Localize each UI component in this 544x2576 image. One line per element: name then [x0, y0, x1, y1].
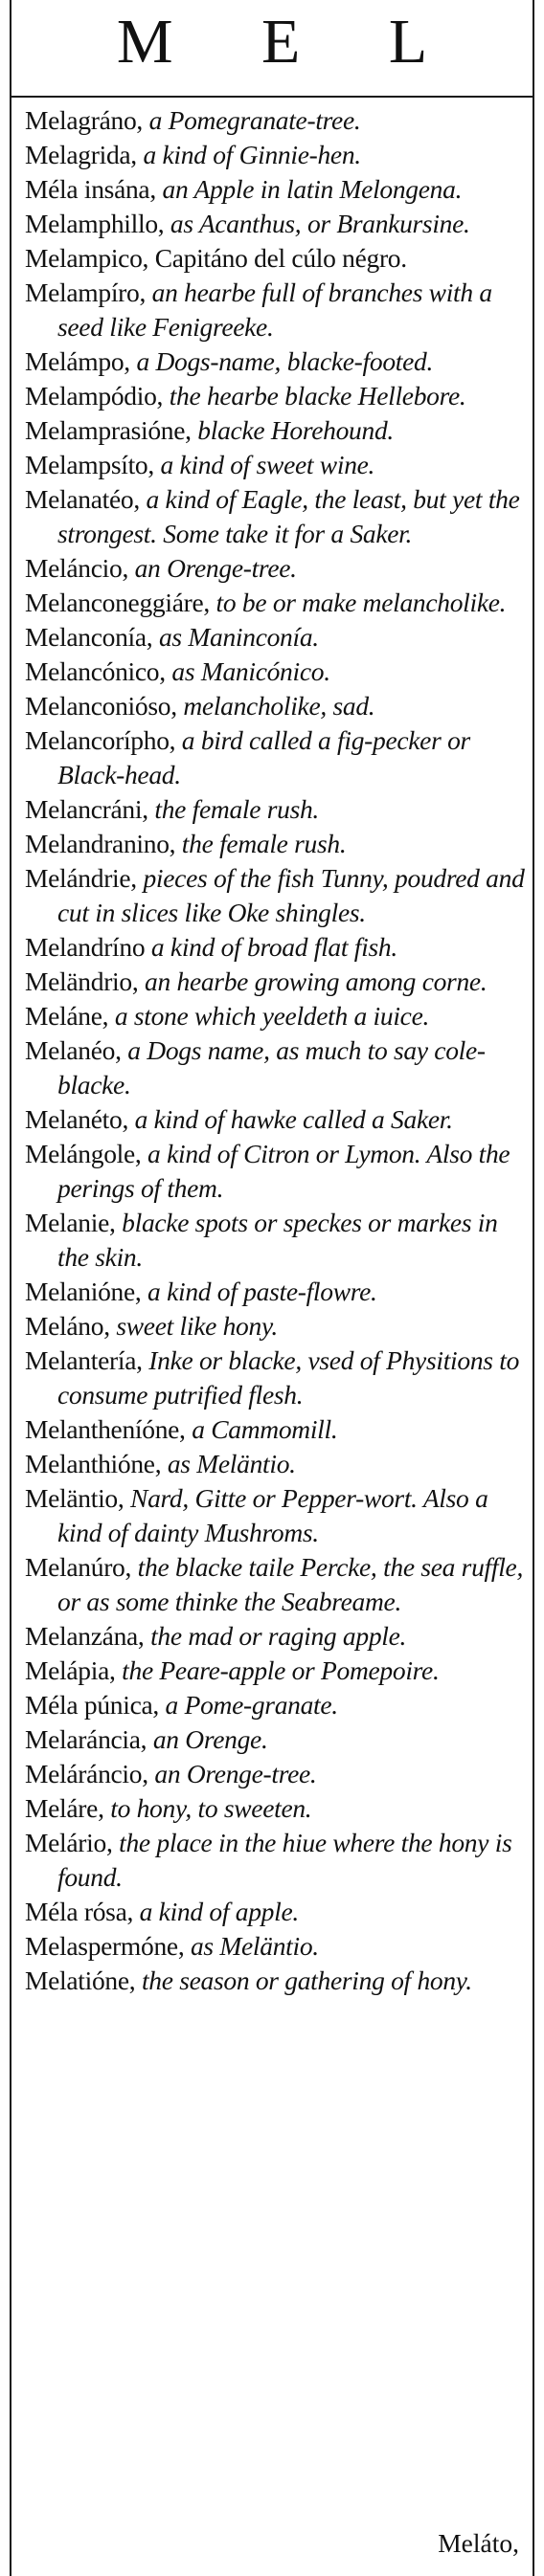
- entry-headword: Melápia,: [25, 1655, 116, 1685]
- dictionary-entry: [25, 172, 525, 207]
- entry-definition: the blacke taile Percke, the sea ruffle, or as some thinke the Seabreame.: [57, 1552, 524, 1616]
- entry-definition: a kind of broad flat fish.: [145, 932, 397, 962]
- entry-headword: Melanúro,: [25, 1552, 132, 1582]
- entry-definition: a stone which yeeldeth a iuice.: [108, 1001, 430, 1031]
- dictionary-entry: [25, 413, 525, 448]
- entry-definition: as Meläntio.: [161, 1449, 296, 1478]
- entry-definition: a Cammomill.: [185, 1414, 338, 1444]
- catchword: Meláto,: [438, 2528, 519, 2558]
- entry-headword: Melaspermóne,: [25, 1931, 185, 1961]
- dictionary-entry: [25, 1722, 525, 1757]
- entry-definition: pieces of the fish Tunny, poudred and cut in slices like Oke shingles.: [57, 863, 525, 927]
- entry-definition: a kind of paste-flowre.: [141, 1277, 377, 1306]
- entry-headword: Melancorípho,: [25, 725, 176, 755]
- dictionary-entry: [25, 999, 525, 1033]
- entry-definition: blacke spots or speckes or markes in the skin.: [57, 1208, 498, 1272]
- entry-headword: Melanconía,: [25, 622, 153, 652]
- dictionary-entry: [25, 1791, 525, 1826]
- entry-definition: a kind of sweet wine.: [153, 450, 375, 479]
- dictionary-entry: [25, 448, 525, 482]
- entry-headword: Melatióne,: [25, 1965, 136, 1995]
- entry-definition: an hearbe full of branches with a seed like Fenigreeke.: [57, 278, 492, 342]
- entry-headword: Meláno,: [25, 1311, 110, 1341]
- entry-headword: Melandríno: [25, 932, 146, 962]
- entry-headword: Meláncio,: [25, 553, 129, 583]
- header-rule: [11, 96, 533, 98]
- entry-definition: as Manicónico.: [165, 656, 330, 686]
- dictionary-entry: [25, 655, 525, 689]
- dictionary-entry: [25, 586, 525, 620]
- entry-headword: Melampsíto,: [25, 450, 154, 479]
- dictionary-entry: [25, 1309, 525, 1344]
- entry-definition: an Orenge-tree.: [128, 553, 297, 583]
- entry-headword: Melándrie,: [25, 863, 137, 893]
- dictionary-entry: [25, 276, 525, 344]
- entry-definition: a bird called a fig-pecker or Black-head.: [57, 725, 470, 789]
- dictionary-entry: [25, 1206, 525, 1275]
- entry-headword: Melanconeggiáre,: [25, 588, 210, 617]
- running-head: M E L: [116, 7, 465, 77]
- dictionary-entry: [25, 620, 525, 655]
- entry-definition: the female rush.: [175, 829, 347, 858]
- entry-headword: Melário,: [25, 1828, 113, 1857]
- entry-definition: the Peare-apple or Pomepoire.: [115, 1655, 440, 1685]
- entry-headword: Meláráncio,: [25, 1759, 148, 1788]
- entry-definition: the season or gathering of hony.: [135, 1965, 472, 1995]
- entry-headword: Meláne,: [25, 1001, 109, 1031]
- entry-headword: Melagrida,: [25, 140, 137, 169]
- entry-headword: Melanconióso,: [25, 691, 177, 721]
- dictionary-entry: [25, 1964, 525, 1998]
- dictionary-entry: [25, 1688, 525, 1722]
- dictionary-entry: [25, 930, 525, 965]
- entry-definition: as Maninconía.: [152, 622, 319, 652]
- entry-definition: blacke Horehound.: [191, 415, 394, 445]
- entry-definition: to be or make melancholike.: [209, 588, 507, 617]
- dictionary-page: [10, 0, 534, 2576]
- entry-headword: Méla rósa,: [25, 1897, 134, 1926]
- entry-headword: Méla púnica,: [25, 1690, 159, 1720]
- dictionary-entry: [25, 1481, 525, 1550]
- dictionary-entry: [25, 103, 525, 138]
- dictionary-entry: [25, 1757, 525, 1791]
- entry-definition: the mad or raging apple.: [144, 1621, 407, 1651]
- entry-headword: Melaráncia,: [25, 1724, 147, 1754]
- dictionary-entry: [25, 1412, 525, 1447]
- entry-definition: a kind of Eagle, the least, but yet the strongest. Some take it for a Saker.: [57, 484, 520, 548]
- entry-headword: Melamphillo,: [25, 209, 165, 238]
- entry-definition: melancholike, sad.: [176, 691, 375, 721]
- entry-definition: a Dogs-name, blacke-footed.: [129, 346, 434, 376]
- entry-headword: Melanéto,: [25, 1104, 129, 1134]
- entry-definition: as Meläntio.: [184, 1931, 319, 1961]
- entry-headword: Meläntio,: [25, 1483, 125, 1513]
- dictionary-entry: [25, 792, 525, 827]
- entry-definition: an Apple in latin Melongena.: [155, 174, 463, 204]
- dictionary-entry: [25, 1550, 525, 1619]
- entry-definition: a kind of hawke called a Saker.: [128, 1104, 453, 1134]
- entry-headword: Meländrio,: [25, 966, 139, 996]
- entry-definition: Nard, Gitte or Pepper-wort. Also a kind of dainty Mushroms.: [57, 1483, 488, 1547]
- entry-headword: Melanióne,: [25, 1277, 142, 1306]
- dictionary-entry: [25, 827, 525, 861]
- entry-headword: Melancónico,: [25, 656, 166, 686]
- entry-definition: a Pome-granate.: [158, 1690, 338, 1720]
- entry-definition: Inke or blacke, vsed of Physitions to consume putrified flesh.: [57, 1345, 520, 1410]
- entry-headword: Melampódio,: [25, 381, 164, 411]
- entry-headword: Melanthióne,: [25, 1449, 162, 1478]
- dictionary-entry: [25, 138, 525, 172]
- dictionary-entry: [25, 1447, 525, 1481]
- entry-definition: to hony, to sweeten.: [103, 1793, 312, 1823]
- entry-headword: Melanéo,: [25, 1035, 122, 1065]
- entry-headword: Meláre,: [25, 1793, 104, 1823]
- entry-definition: an hearbe growing among corne.: [138, 966, 487, 996]
- entry-definition: an Orenge.: [147, 1724, 268, 1754]
- entry-headword: Melancráni,: [25, 794, 148, 824]
- dictionary-entry: [25, 1895, 525, 1929]
- entry-definition: a kind of apple.: [133, 1897, 299, 1926]
- entry-definition: the place in the hiue where the hony is found.: [57, 1828, 512, 1892]
- dictionary-entry: [25, 689, 525, 723]
- entry-definition: as Acanthus, or Brankursine.: [164, 209, 470, 238]
- dictionary-entry: [25, 723, 525, 792]
- dictionary-entry: [25, 241, 525, 276]
- entry-definition: a kind of Citron or Lymon. Also the perings of them.: [57, 1139, 510, 1203]
- entry-list: [25, 103, 525, 1998]
- entry-definition: a kind of Ginnie-hen.: [136, 140, 361, 169]
- dictionary-entry: [25, 861, 525, 930]
- entry-definition: an Orenge-tree.: [147, 1759, 317, 1788]
- entry-headword: Melagráno,: [25, 105, 143, 135]
- entry-definition: the female rush.: [147, 794, 319, 824]
- dictionary-entry: [25, 1826, 525, 1895]
- entry-headword: Melanie,: [25, 1208, 116, 1237]
- entry-definition: sweet like hony.: [109, 1311, 278, 1341]
- dictionary-entry: [25, 1344, 525, 1412]
- dictionary-entry: [25, 965, 525, 999]
- entry-headword: Melamprasióne,: [25, 415, 192, 445]
- entry-headword: Melantería,: [25, 1345, 143, 1375]
- entry-headword: Melantheníóne,: [25, 1414, 186, 1444]
- entry-headword: Melámpo,: [25, 346, 130, 376]
- dictionary-entry: [25, 1102, 525, 1137]
- entry-headword: Méla insána,: [25, 174, 156, 204]
- entry-headword: Melanzána,: [25, 1621, 145, 1651]
- dictionary-entry: [25, 1033, 525, 1102]
- dictionary-entry: [25, 379, 525, 413]
- entry-definition: a Dogs name, as much to say cole-blacke.: [57, 1035, 486, 1099]
- entry-definition: a Pomegranate-tree.: [143, 105, 361, 135]
- entry-headword: Melandranino,: [25, 829, 176, 858]
- entry-headword: Melampíro,: [25, 278, 147, 307]
- dictionary-entry: [25, 1619, 525, 1654]
- dictionary-entry: [25, 1654, 525, 1688]
- entry-definition: the hearbe blacke Hellebore.: [163, 381, 466, 411]
- dictionary-entry: [25, 1137, 525, 1206]
- dictionary-entry: [25, 482, 525, 551]
- dictionary-entry: [25, 207, 525, 241]
- dictionary-entry: [25, 1929, 525, 1964]
- entry-headword: Melanatéo,: [25, 484, 140, 514]
- entry-headword: Melángole,: [25, 1139, 142, 1168]
- dictionary-entry: [25, 551, 525, 586]
- dictionary-entry: [25, 1275, 525, 1309]
- dictionary-entry: [25, 344, 525, 379]
- entry-headword: Melampico, Capitáno del cúlo négro.: [25, 243, 407, 273]
